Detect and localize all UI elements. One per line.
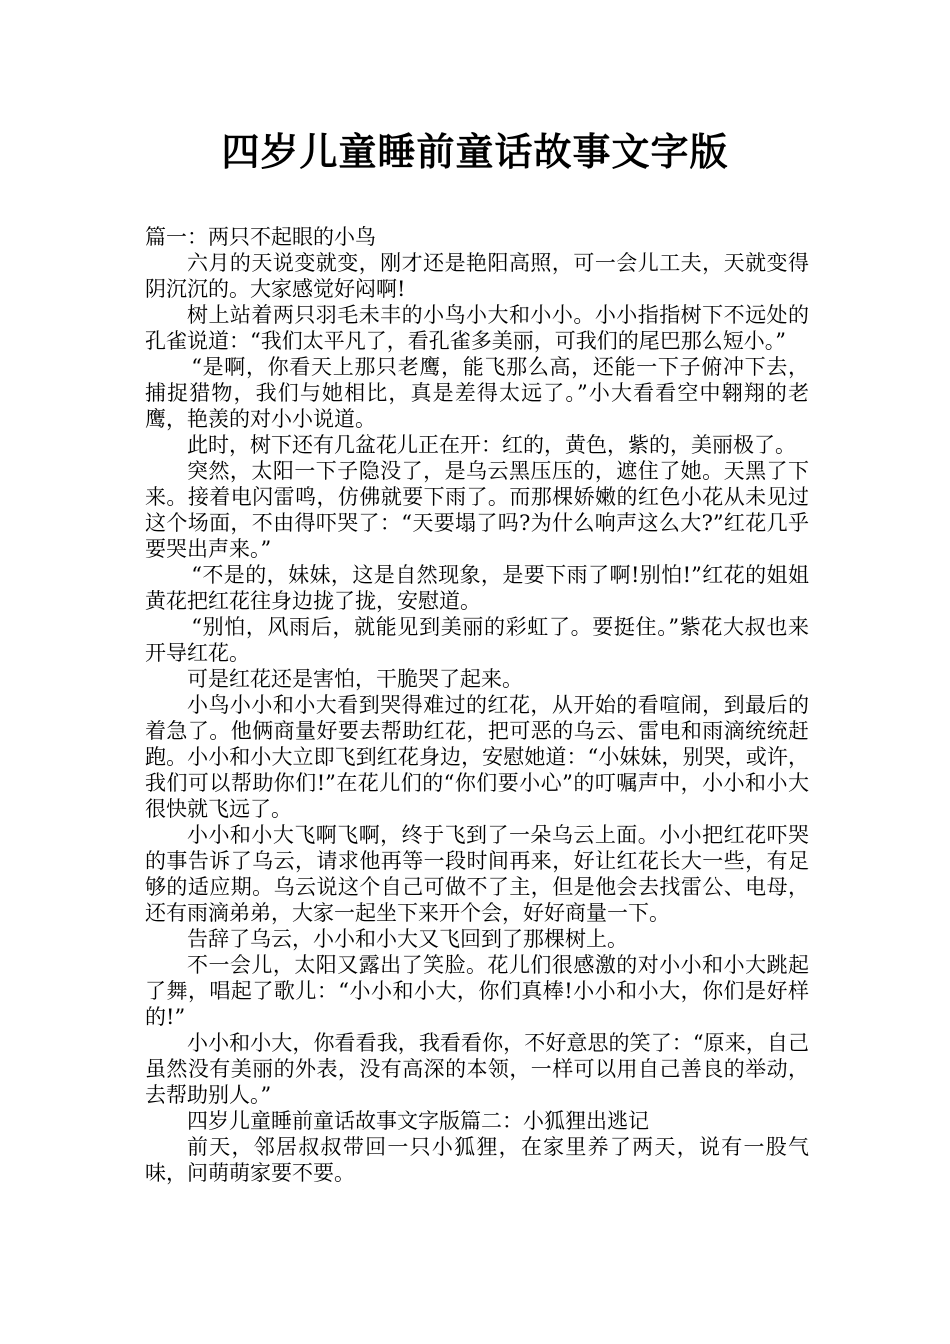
paragraph: “不是的，妹妹，这是自然现象，是要下雨了啊!别怕!”红花的姐姐黄花把红花往身边拢了拢，安慰道。 (145, 563, 809, 613)
section-heading: 四岁儿童睡前童话故事文字版篇二：小狐狸出逃记 (187, 1109, 649, 1133)
paragraph: 此时，树下还有几盆花儿正在开：红的，黄色，紫的，美丽极了。 (187, 433, 796, 457)
section-heading: 篇一：两只不起眼的小鸟 (145, 225, 376, 249)
paragraph: “是啊，你看天上那只老鹰，能飞那么高，还能一下子俯冲下去，捕捉猎物，我们与她相比，真是差得太远了。”小大看看空中翱翔的老鹰，艳羡的对小小说道。 (145, 355, 809, 431)
paragraph: 小鸟小小和小大看到哭得难过的红花，从开始的看喧闹，到最后的着急了。他俩商量好要去帮助红花，把可恶的乌云、雷电和雨滴统统赶跑。小小和小大立即飞到红花身边，安慰她道：“小妹妹，别哭，或许，我们可以帮助你们!”在花儿们的“你们要小心”的叮嘱声中，小小和小大很快就飞远了。 (145, 693, 809, 821)
paragraph: 突然，太阳一下子隐没了，是乌云黑压压的，遮住了她。天黑了下来。接着电闪雷鸣，仿佛就要下雨了。而那棵娇嫩的红色小花从未见过这个场面，不由得吓哭了：“天要塌了吗?为什么响声这么大?”红花几乎要哭出声来。” (145, 459, 809, 561)
paragraph: 小小和小大飞啊飞啊，终于飞到了一朵乌云上面。小小把红花吓哭的事告诉了乌云，请求他再等一段时间再来，好让红花长大一些，有足够的适应期。乌云说这个自己可做不了主，但是他会去找雷公、电母，还有雨滴弟弟，大家一起坐下来开个会，好好商量一下。 (145, 823, 809, 925)
paragraph: 告辞了乌云，小小和小大又飞回到了那棵树上。 (187, 927, 628, 951)
paragraph: 六月的天说变就变，刚才还是艳阳高照，可一会儿工夫，天就变得阴沉沉的。大家感觉好闷啊! (145, 251, 809, 301)
paragraph: “别怕，风雨后，就能见到美丽的彩虹了。要挺住。”紫花大叔也来开导红花。 (145, 615, 809, 665)
paragraph: 小小和小大，你看看我，我看看你，不好意思的笑了：“原来，自己虽然没有美丽的外表，没有高深的本领，一样可以用自己善良的举动，去帮助别人。” (145, 1031, 809, 1107)
paragraph: 树上站着两只羽毛未丰的小鸟小大和小小。小小指指树下不远处的孔雀说道：“我们太平凡了，看孔雀多美丽，可我们的尾巴那么短小。” (145, 303, 809, 353)
paragraph: 可是红花还是害怕，干脆哭了起来。 (187, 667, 523, 691)
paragraph: 前天，邻居叔叔带回一只小狐狸，在家里养了两天，说有一股气味，问萌萌家要不要。 (145, 1135, 809, 1185)
document-body (145, 224, 809, 1186)
paragraph: 不一会儿，太阳又露出了笑脸。花儿们很感激的对小小和小大跳起了舞，唱起了歌儿：“小小和小大，你们真棒!小小和小大，你们是好样的!” (145, 953, 809, 1029)
document-title: 四岁儿童睡前童话故事文字版 (221, 130, 729, 174)
